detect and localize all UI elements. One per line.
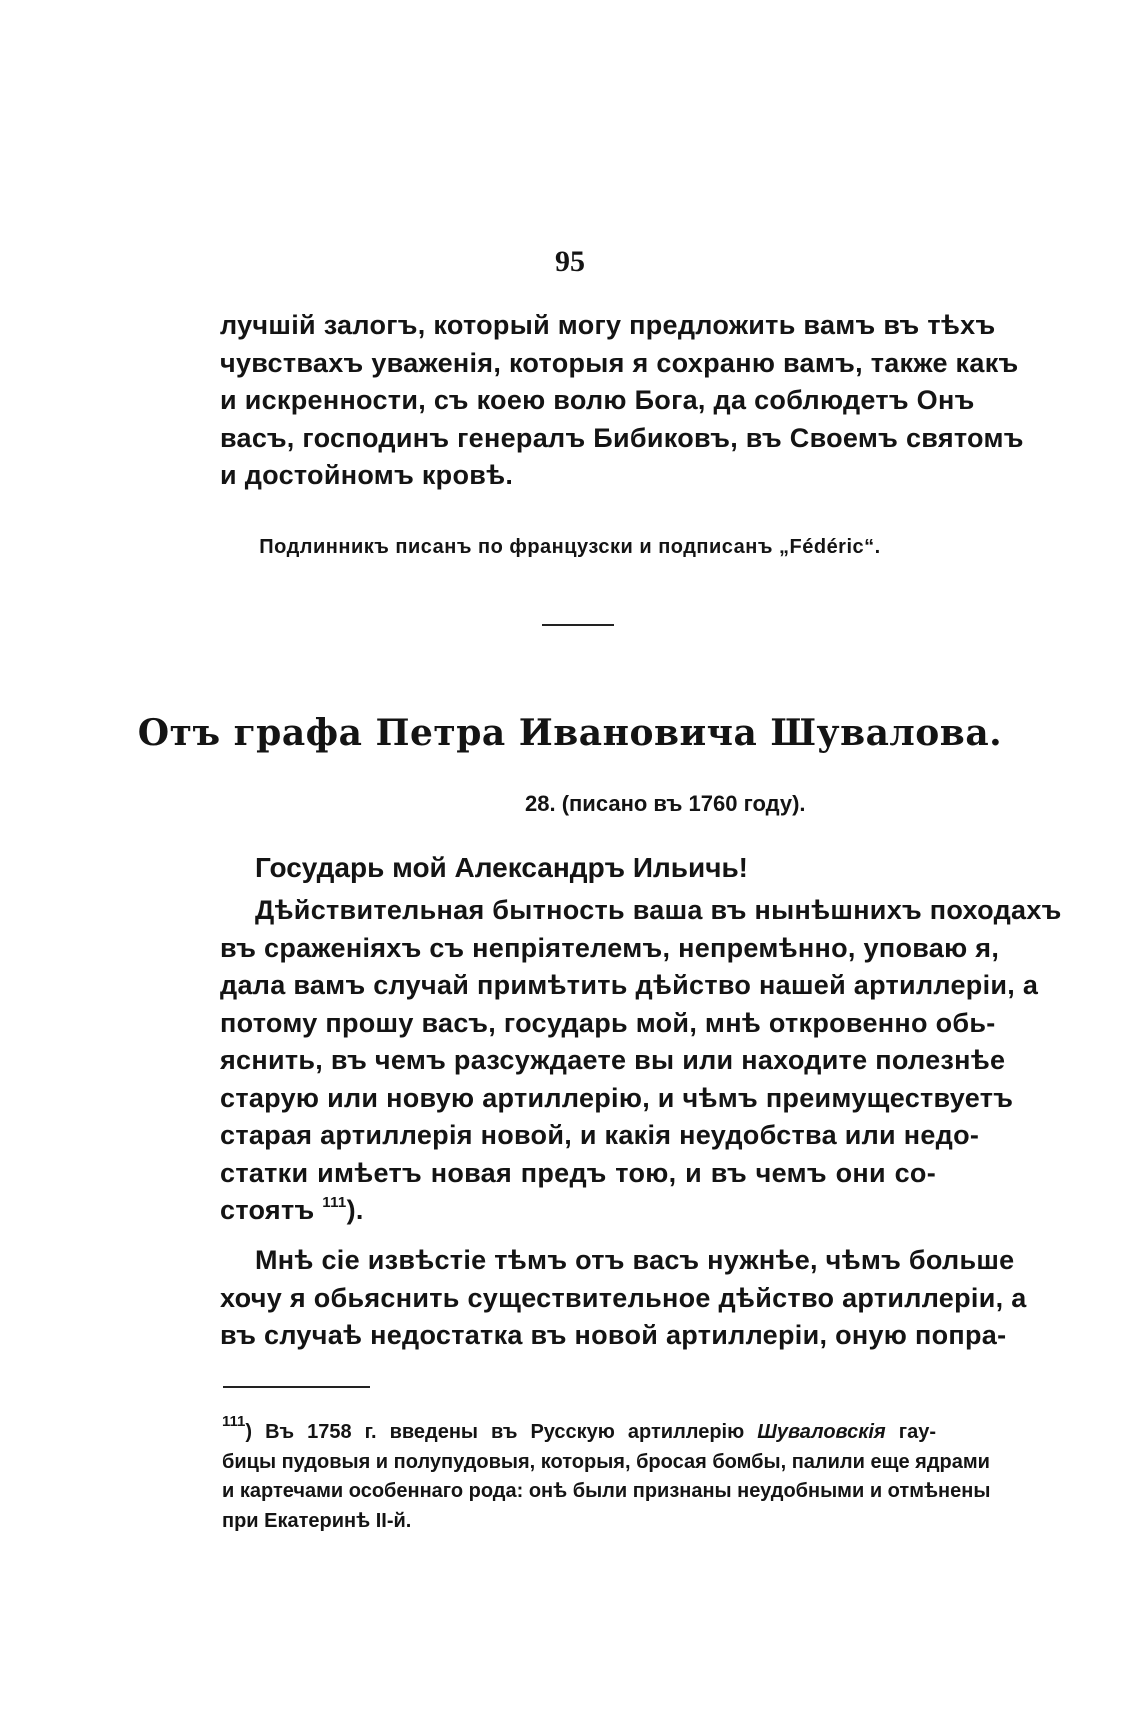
footnote [222,1413,991,1536]
section-divider [542,624,614,626]
section-heading: Отъ графа Петра Ивановича Шувалова. [137,712,1003,754]
text-line: и достойномъ кровѣ. [220,460,514,490]
text-line: статки имѣетъ новая предъ тою, и въ чемъ они со- [220,1157,936,1188]
text-line: чувствахъ уваженія, которыя я сохраню вамъ, также какъ [220,347,1019,378]
text-fragment: ). [346,1195,364,1225]
text-fragment: ) Въ 1758 г. введены въ Русскую артиллерію [245,1421,745,1443]
footnote-divider [223,1386,370,1388]
footnote-line [222,1413,937,1448]
text-fragment: стоятъ [220,1195,315,1225]
letter-date: 28. (писано въ 1760 году). [525,791,806,816]
text-line: Дѣйствительная бытность ваша въ нынѣшнихъ походахъ [255,895,1062,925]
text-line: въ случаѣ недостатка въ новой артиллеріи, оную попра- [220,1320,1007,1350]
text-line: лучшій залогъ, который могу предложить вамъ въ тѣхъ [220,310,996,340]
salutation: Государь мой Александръ Ильичь! [255,852,748,883]
letter-body-paragraph [220,1242,1027,1355]
text-line: старая артиллерія новой, и какія неудобства или недо- [220,1120,980,1150]
footnote-marker: 111 [222,1413,246,1430]
text-line: Мнѣ сіе извѣстіе тѣмъ отъ васъ нужнѣе, чѣмъ больше [255,1245,1015,1275]
text-line: въ сраженіяхъ съ непріятелемъ, непремѣнно, уповаю я, [220,932,1000,963]
original-note: Подлинникъ писанъ по французски и подписанъ „Fédéric“. [259,536,881,558]
footnote-line: при Екатеринѣ II-й. [222,1509,412,1532]
page-number: 95 [555,245,585,278]
text-line: старую или новую артиллерію, и чѣмъ преимуществуетъ [220,1082,1014,1113]
text-fragment: гау- [898,1421,937,1443]
text-fragment: Шуваловскія [757,1421,886,1443]
text-line: яснить, въ чемъ разсуждаете вы или находите полезнѣе [220,1045,1006,1075]
text-line: дала вамъ случай примѣтить дѣйство нашей артиллеріи, а [220,970,1039,1000]
text-line: хочу я обьяснить существительное дѣйство артиллеріи, а [220,1282,1027,1313]
letter-closing-paragraph [220,307,1024,495]
footnote-reference[interactable]: 111 [322,1194,347,1211]
text-line: и искренности, съ коею волю Бога, да соблюдетъ Онъ [220,385,975,415]
letter-body-paragraph [220,892,1062,1230]
footnote-line: бицы пудовыя и полупудовыя, которыя, бросая бомбы, палили еще ядрами [222,1450,990,1473]
text-line [220,1192,936,1230]
footnote-line: и картечами особеннаго рода: онѣ были признаны неудобными и отмѣнены [222,1480,991,1502]
text-line: потому прошу васъ, государь мой, мнѣ откровенно обь- [220,1007,996,1038]
text-line: васъ, господинъ генералъ Бибиковъ, въ Своемъ святомъ [220,422,1024,453]
